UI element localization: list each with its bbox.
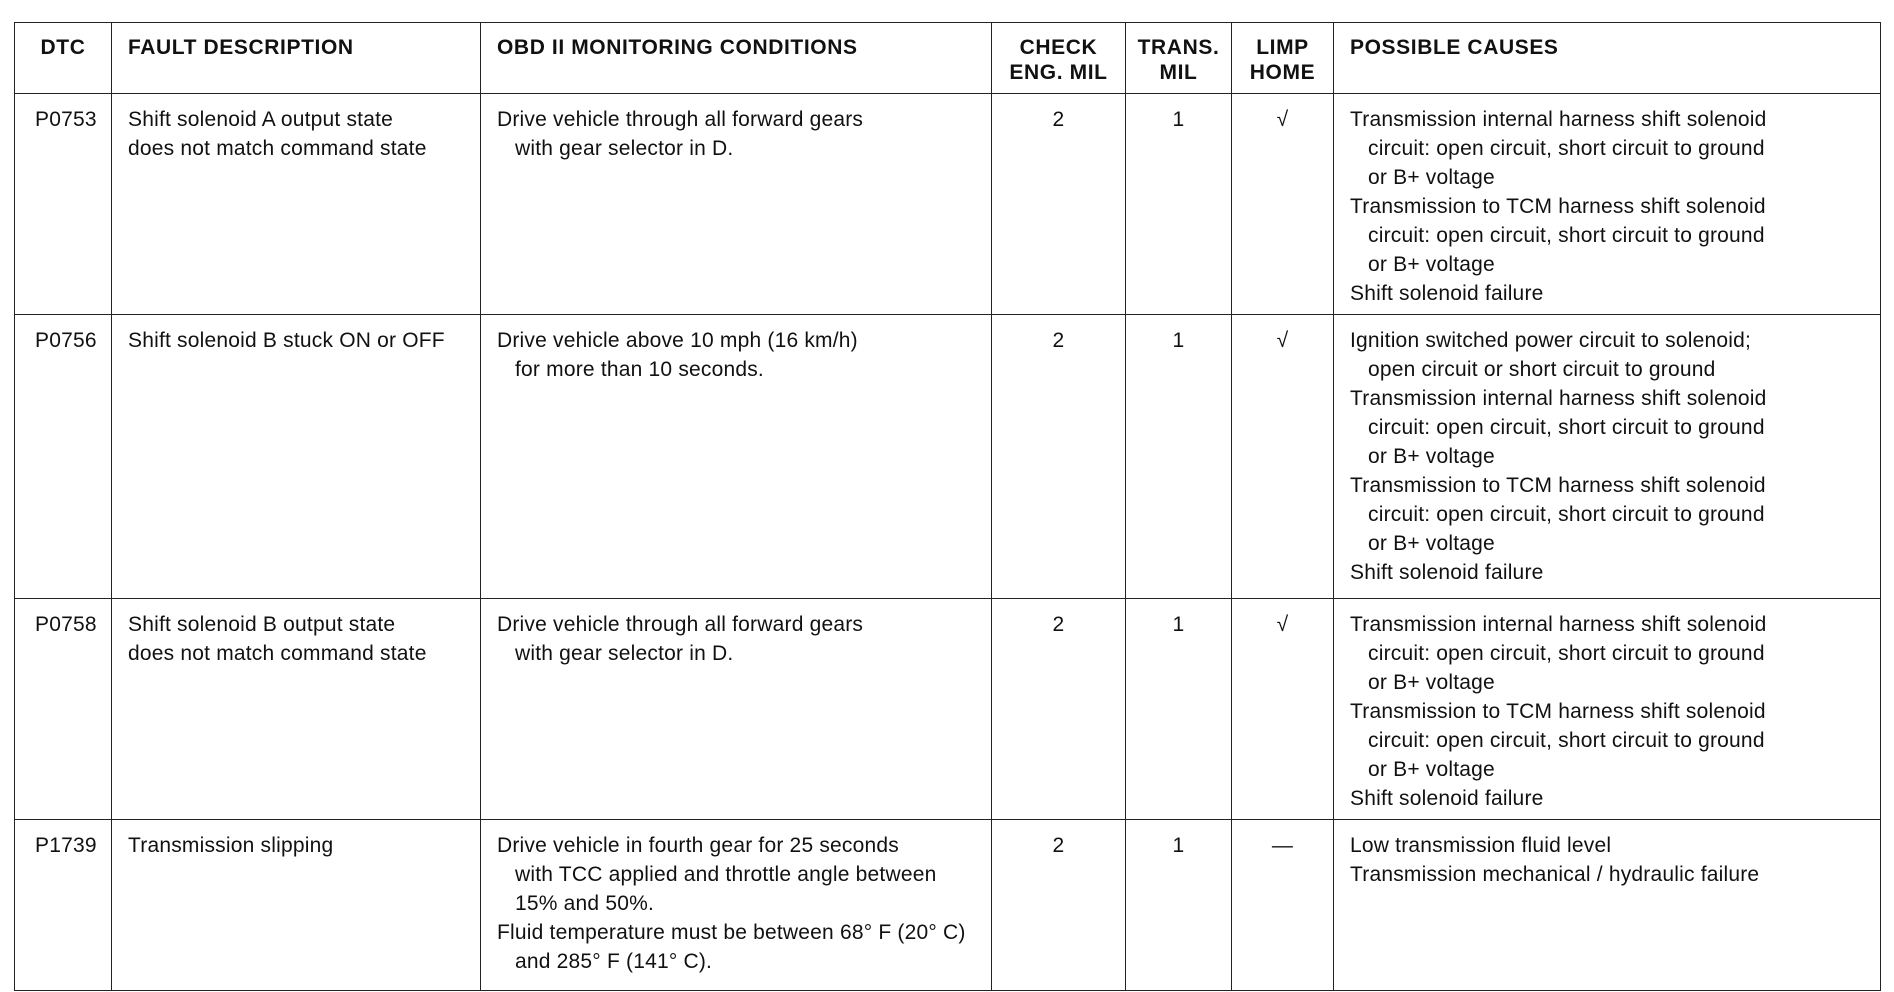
fault-description: Shift solenoid B output state does not match command state: [112, 599, 481, 820]
possible-causes: Transmission internal harness shift solenoid circuit: open circuit, short circuit to ground or B+ voltage Transmission to TCM harness shift solenoid circuit: open circuit, short circuit to ground or B+ voltage Shift solenoid failure: [1334, 94, 1881, 315]
header-possible-causes: POSSIBLE CAUSES: [1334, 23, 1881, 94]
fault-description: Shift solenoid A output state does not match command state: [112, 94, 481, 315]
dtc-code: P0758: [15, 599, 112, 820]
check-eng-mil-value: 2: [992, 599, 1126, 820]
fault-description: Transmission slipping: [112, 820, 481, 991]
dtc-table: [14, 22, 1881, 991]
monitoring-conditions: Drive vehicle through all forward gears with gear selector in D.: [481, 94, 992, 315]
limp-home-mark: √: [1232, 315, 1334, 599]
header-fault-description: FAULT DESCRIPTION: [112, 23, 481, 94]
monitoring-conditions: Drive vehicle through all forward gears with gear selector in D.: [481, 599, 992, 820]
fault-description: Shift solenoid B stuck ON or OFF: [112, 315, 481, 599]
header-monitoring-conditions: OBD II MONITORING CONDITIONS: [481, 23, 992, 94]
possible-causes: Ignition switched power circuit to solenoid; open circuit or short circuit to ground Transmission internal harness shift solenoid circuit: open circuit, short circuit to ground or B+ voltage Transmission to TCM harness shift solenoid circuit: open circuit, short circuit to ground or B+ voltage Shift solenoid failure: [1334, 315, 1881, 599]
header-dtc: DTC: [15, 23, 112, 94]
limp-home-mark: √: [1232, 94, 1334, 315]
header-row: [15, 23, 1881, 94]
dtc-code: P1739: [15, 820, 112, 991]
header-limp-home: LIMP HOME: [1232, 23, 1334, 94]
limp-home-mark: √: [1232, 599, 1334, 820]
table-row: [15, 315, 1881, 599]
check-eng-mil-value: 2: [992, 820, 1126, 991]
dtc-code: P0756: [15, 315, 112, 599]
trans-mil-value: 1: [1126, 820, 1232, 991]
possible-causes: Low transmission fluid level Transmission mechanical / hydraulic failure: [1334, 820, 1881, 991]
table-row: [15, 820, 1881, 991]
monitoring-conditions: Drive vehicle above 10 mph (16 km/h) for more than 10 seconds.: [481, 315, 992, 599]
table-row: [15, 94, 1881, 315]
dtc-code: P0753: [15, 94, 112, 315]
header-check-eng-mil: CHECK ENG. MIL: [992, 23, 1126, 94]
trans-mil-value: 1: [1126, 94, 1232, 315]
check-eng-mil-value: 2: [992, 315, 1126, 599]
table-row: [15, 599, 1881, 820]
header-trans-mil: TRANS. MIL: [1126, 23, 1232, 94]
possible-causes: Transmission internal harness shift solenoid circuit: open circuit, short circuit to ground or B+ voltage Transmission to TCM harness shift solenoid circuit: open circuit, short circuit to ground or B+ voltage Shift solenoid failure: [1334, 599, 1881, 820]
trans-mil-value: 1: [1126, 315, 1232, 599]
limp-home-mark: —: [1232, 820, 1334, 991]
monitoring-conditions: Drive vehicle in fourth gear for 25 seconds with TCC applied and throttle angle between 15% and 50%. Fluid temperature must be between 68° F (20° C) and 285° F (141° C).: [481, 820, 992, 991]
check-eng-mil-value: 2: [992, 94, 1126, 315]
trans-mil-value: 1: [1126, 599, 1232, 820]
